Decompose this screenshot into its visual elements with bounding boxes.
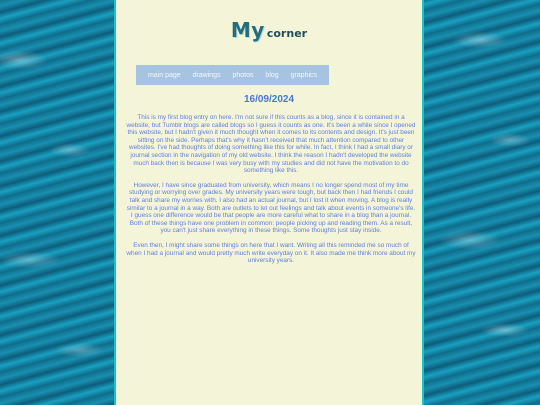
logo-suffix: corner [266, 27, 308, 40]
post-paragraph: Even then, I might share some things on here that I want. Writing all this reminded me so much of when I had a journal and would pretty much write everyday on it. It also made me think more about my university years. [126, 241, 416, 265]
post-paragraph: However, I have since graduated from university, which means I no longer spend most of my time studying or worrying over grades. My university years were tough, but back then I had friends I could talk and share my worries with. I also had an actual journal, but I lost it when moving. A blog is really similar to a journal in a way. Both are outlets to let out feelings and talk about events in someone's life. I guess one difference would be that people are more careful what to share in a blog than a journal. Both of these things have one problem in common: people picking up and reading them. As a result, you can't just share everything in these things. Some thoughts just stay inside. [126, 181, 416, 235]
blog-post-body [126, 114, 416, 272]
content-panel [114, 0, 424, 405]
nav-item-blog[interactable]: blog [265, 71, 279, 79]
nav-item-photos[interactable]: photos [232, 71, 254, 79]
nav-item-graphics[interactable]: graphics [290, 71, 318, 79]
post-date: 16/09/2024 [243, 94, 295, 105]
nav-item-drawings[interactable]: drawings [192, 71, 221, 79]
nav-item-main-page[interactable]: main page [147, 71, 181, 79]
nav-bar [136, 65, 329, 85]
post-paragraph: This is my first blog entry on here. I'm not sure if this counts as a blog, since it is contained in a website, but Tumblr blogs are called blogs so I guess it counts as one. It's been a while since I opened this website, but I hadn't given it much thought when it comes to its contents and design. It's just been sitting on the side. Perhaps that's why it hasn't received that much attention compared to other websites. I've had thoughts of doing something like this for while. In fact, I think I had a small diary or journal section in the navigation of my old website. I think the reason I hadn't developed the website much back then is because I was very busy with my studies and did not have the motivation to do something like this. [126, 114, 416, 175]
logo-text: My [230, 18, 265, 42]
site-logo[interactable] [116, 18, 422, 42]
